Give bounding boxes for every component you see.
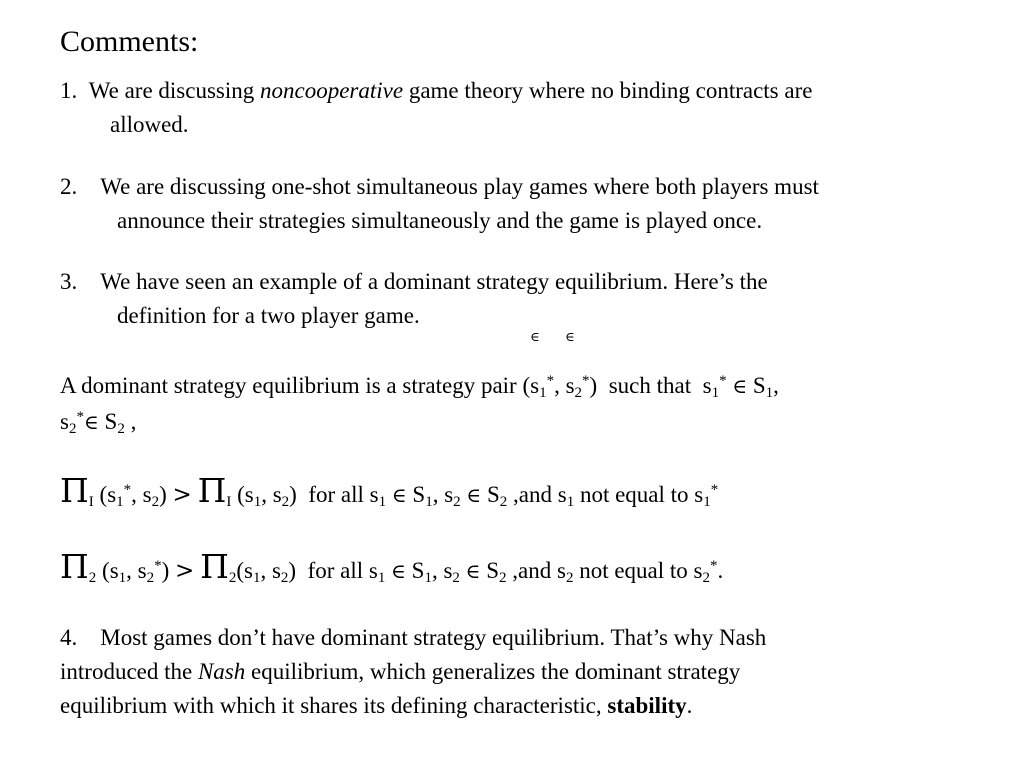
item-1-line-2: allowed. (110, 112, 189, 137)
nash-emphasis: Nash (197, 659, 246, 684)
pi-symbol: Π (60, 547, 89, 586)
stability-emphasis: stability (607, 693, 687, 718)
pi-symbol: Π (200, 547, 229, 586)
noncooperative-emphasis: noncooperative (260, 78, 404, 103)
stray-element-of-symbol: ∈ (530, 330, 540, 345)
item-4-number: 4. (60, 625, 78, 650)
item-4-line-3: equilibrium with which it shares its defining characteristic, stability. (60, 693, 693, 718)
item-2-line-2: announce their strategies simultaneously and the game is played once. (117, 208, 763, 233)
pi-symbol: Π (60, 471, 89, 510)
condition-player-2: $\Pi_2$ ($s_1$, $s_2^*) > \Pi_2(s_1$, $s_2$) for all $s_1$ ∈ $S_1$, $s_2$ ∈ $S_2$ ,and $s_2$ not equal to $s_2^*$. (60, 547, 724, 586)
stray-element-of-symbol: ∈ (565, 330, 575, 345)
item-3-line-1: 3. We have seen an example of a dominant strategy equilibrium. Here’s the (60, 269, 768, 294)
item-3-number: 3. (60, 269, 78, 294)
item-4-line-1: 4. Most games don’t have dominant strategy equilibrium. That’s why Nash (60, 625, 767, 650)
item-2-line-1: 2. We are discussing one-shot simultaneous play games where both players must (60, 174, 819, 199)
item-3-line-2: definition for a two player game. (117, 303, 420, 328)
slide-title: Comments: (60, 25, 199, 58)
item-2-number: 2. (60, 174, 78, 199)
definition-line-2: $s_2^*\in$ $S_2$ , (60, 409, 137, 437)
item-4-line-2: introduced the Nash equilibrium, which generalizes the dominant strategy (60, 659, 741, 684)
item-1-number: 1. (60, 78, 78, 103)
definition-line-1: A dominant strategy equilibrium is a strategy pair ($s_1^*$, $s_2^*$) such that $s_1^*$ ∈ $S_1$, (60, 373, 779, 401)
condition-player-1: $\Pi_I$ ($s_1^*$, $s_2) > \Pi_I$ ($s_1$, $s_2$) for all $s_1$ ∈ $S_1$, $s_2$ ∈ $S_2$ ,and $s_1$ not equal to $s_1^*$ (60, 471, 719, 510)
item-1-line-1: 1. We are discussing noncooperative game theory where no binding contracts are (60, 78, 813, 103)
pi-symbol: Π (197, 471, 227, 510)
